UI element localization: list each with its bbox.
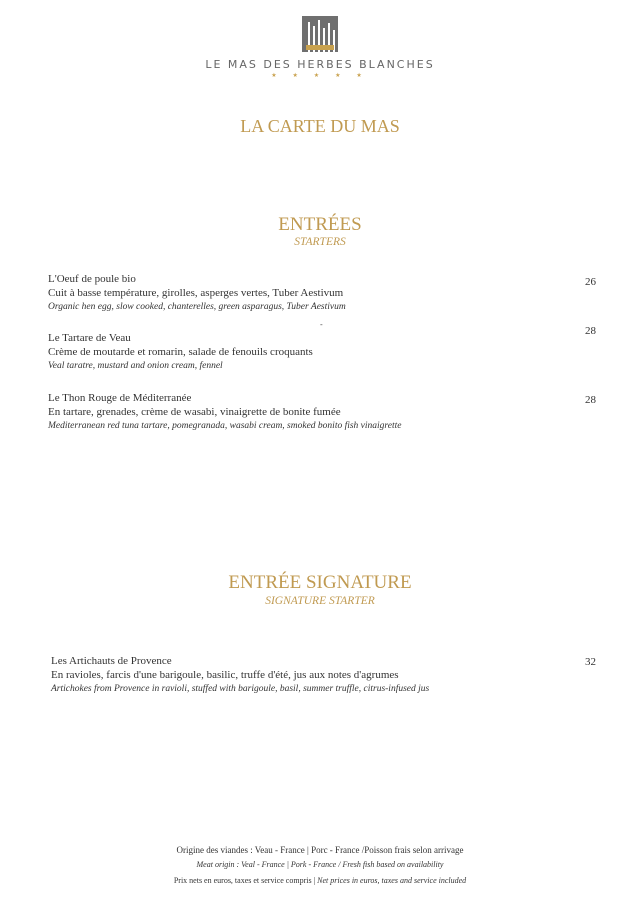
footer-origin-fr: Origine des viandes : Veau - France | Porc - France /Poisson frais selon arrivage [176, 845, 464, 855]
item-price: 32 [585, 656, 596, 668]
item-price: 26 [585, 276, 596, 288]
item-description: Cuit à basse température, girolles, asperges vertes, Tuber Aestivum [48, 287, 344, 299]
item-description: Crème de moutarde et romarin, salade de fenouils croquants [48, 346, 313, 358]
section-subtitle-signature: SIGNATURE STARTER [265, 595, 375, 607]
menu-item [51, 654, 571, 697]
item-price: 28 [585, 394, 596, 406]
item-description: En tartare, grenades, crème de wasabi, vinaigrette de bonite fumée [48, 406, 341, 418]
footer-prices-en: Net prices in euros, taxes and service included [317, 876, 467, 885]
menu-item [48, 272, 568, 315]
rating-stars: ★ ★ ★ ★ ★ [271, 72, 369, 79]
item-description: En ravioles, farcis d'une barigoule, basilic, truffe d'été, jus aux notes d'agrumes [51, 669, 399, 681]
item-price: 28 [585, 325, 596, 337]
item-name: L'Oeuf de poule bio [48, 273, 136, 285]
item-english: Mediterranean red tuna tartare, pomegranada, wasabi cream, smoked bonito fish vinaigrette [48, 421, 402, 431]
item-english: Veal taratre, mustard and onion cream, fennel [48, 361, 223, 371]
footer-prices [0, 876, 640, 885]
logo [302, 16, 338, 52]
section-subtitle-starters: STARTERS [294, 236, 346, 248]
footer-prices-fr: Prix nets en euros, taxes et service compris | [173, 876, 316, 885]
footer-origin-en: Meat origin : Veal - France | Pork - France / Fresh fish based on availability [196, 860, 444, 869]
item-name: Le Tartare de Veau [48, 332, 131, 344]
page-title: LA CARTE DU MAS [240, 116, 400, 136]
item-name: Les Artichauts de Provence [51, 655, 172, 667]
section-title-signature: ENTRÉE SIGNATURE [228, 572, 412, 593]
item-name: Le Thon Rouge de Méditerranée [48, 392, 192, 404]
section-title-starters: ENTRÉES [278, 214, 362, 235]
menu-item [48, 331, 568, 374]
item-english: Artichokes from Provence in ravioli, stuffed with barigoule, basil, summer truffle, citrus-infused jus [51, 684, 430, 694]
menu-item [48, 391, 568, 434]
item-english: Organic hen egg, slow cooked, chanterelles, green asparagus, Tuber Aestivum [48, 302, 346, 312]
brand-name: LE MAS DES HERBES BLANCHES [205, 58, 435, 71]
separator-dash: - [320, 320, 323, 329]
